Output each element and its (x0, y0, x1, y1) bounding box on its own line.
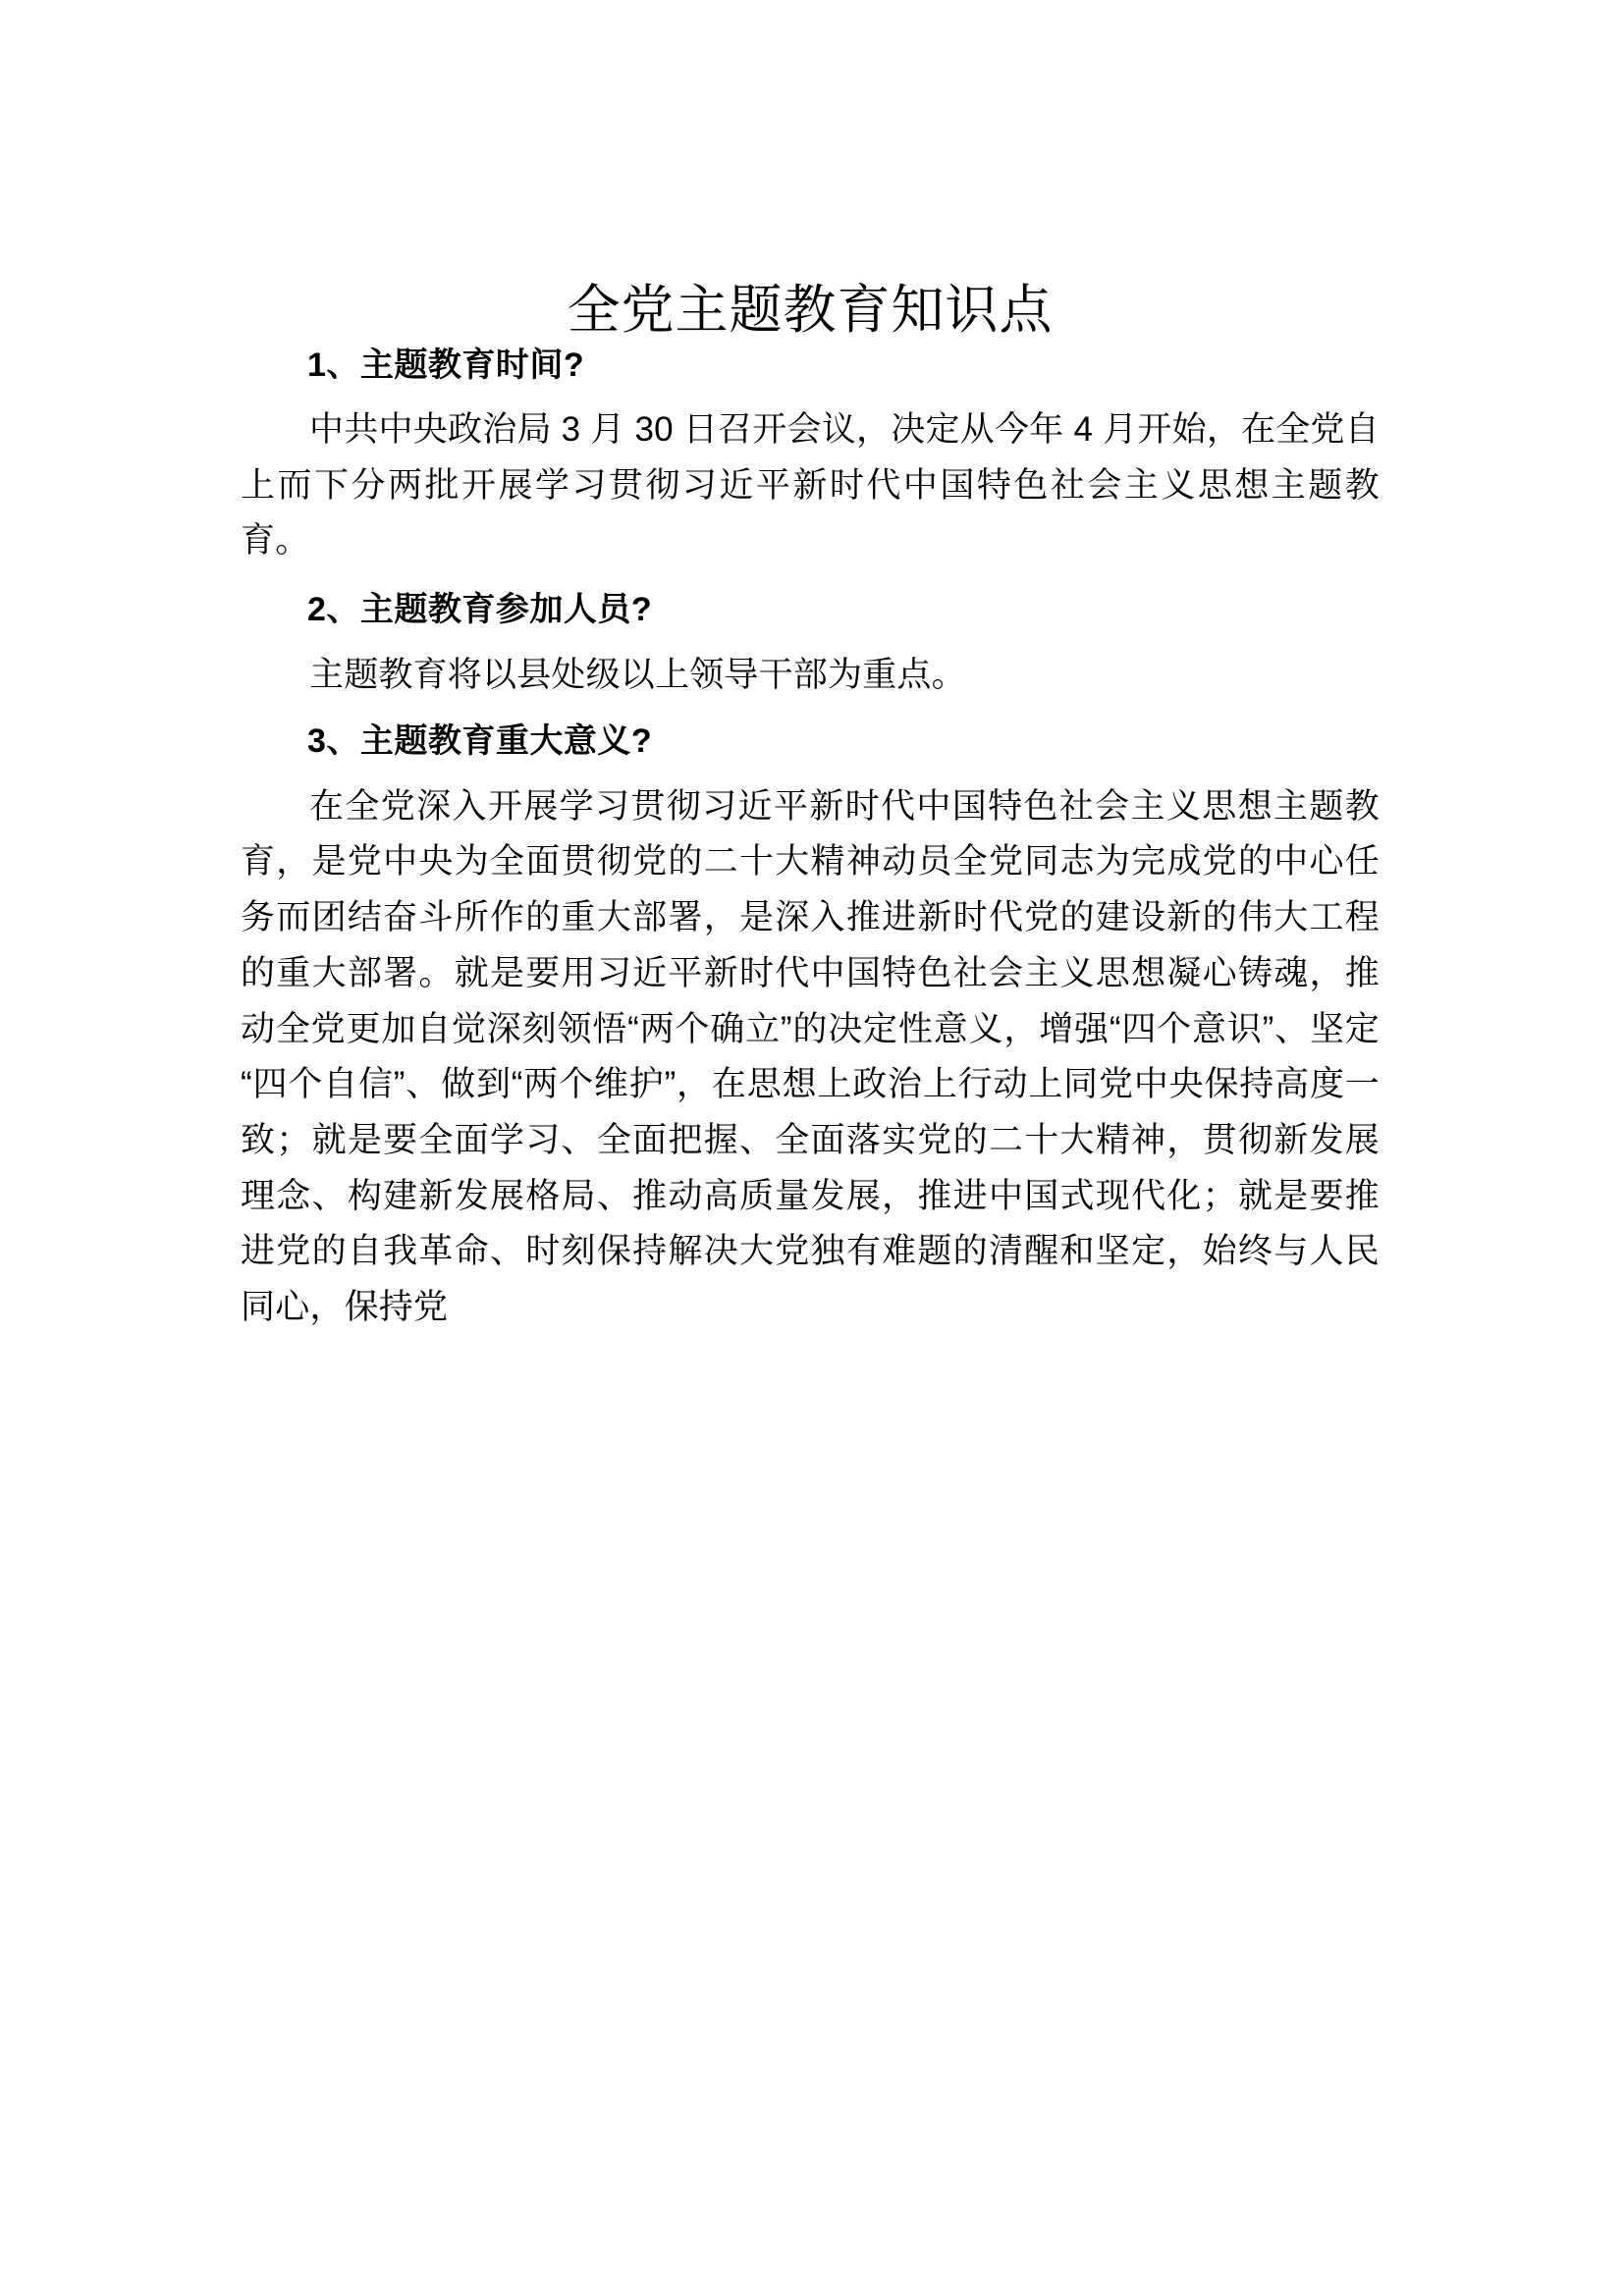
document-content (241, 0, 1380, 1336)
section-1 (241, 345, 1380, 570)
section-3 (241, 721, 1380, 1335)
section-3-heading: 3、主题教育重大意义? (307, 722, 653, 761)
section-1-body: 中共中央政治局 3 月 30 日召开会议，决定从今年 4 月开始，在全党自上而下分两批开展学习贯彻习近平新时代中国特色社会主义思想主题教育。 (241, 410, 1380, 561)
section-3-body: 在全党深入开展学习贯彻习近平新时代中国特色社会主义思想主题教育，是党中央为全面贯彻党的二十大精神动员全党同志为完成党的中心任务而团结奋斗所作的重大部署，是深入推进新时代党的建设新的伟大工程的重大部署。就是要用习近平新时代中国特色社会主义思想凝心铸魂，推动全党更加自觉深刻领悟“两个确立”的决定性意义，增强“四个意识”、坚定“四个自信”、做到“两个维护”，在思想上政治上行动上同党中央保持高度一致；就是要全面学习、全面把握、全面落实党的二十大精神，贯彻新发展理念、构建新发展格局、推动高质量发展，推进中国式现代化；就是要推进党的自我革命、时刻保持解决大党独有难题的清醒和坚定，始终与人民同心，保持党 (241, 786, 1380, 1326)
section-1-heading: 1、主题教育时间? (307, 346, 585, 384)
section-2-body: 主题教育将以县处级以上领导干部为重点。 (309, 655, 966, 694)
page-title: 全党主题教育知识点 (567, 281, 1054, 340)
section-2 (241, 589, 1380, 703)
section-2-heading: 2、主题教育参加人员? (307, 591, 653, 629)
